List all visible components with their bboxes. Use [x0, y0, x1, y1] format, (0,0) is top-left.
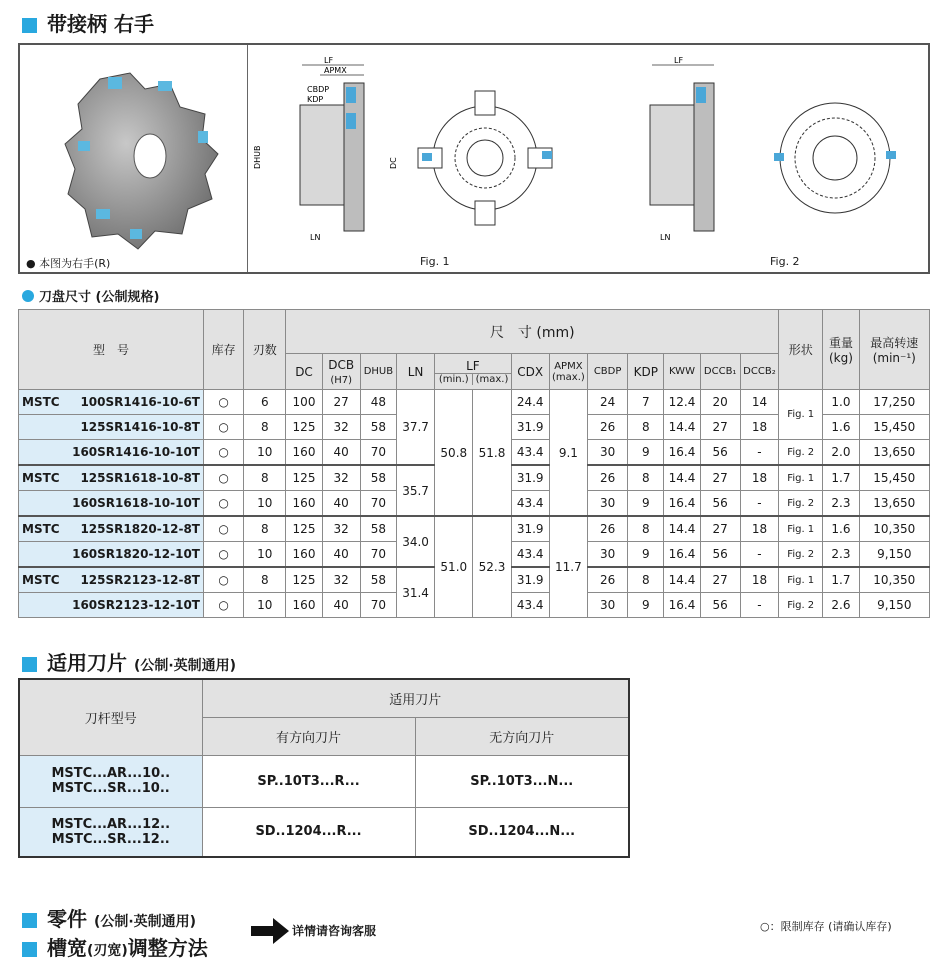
table-cell: 14.4 [664, 415, 700, 440]
section-title-inserts: 适用刀片 (公制·英制通用) [22, 647, 236, 676]
table-cell: 8 [628, 415, 664, 440]
table-cell: 27 [322, 390, 360, 415]
table-cell: 9 [628, 491, 664, 517]
col-dccb1: DCCB₁ [700, 354, 740, 390]
col-speed: 最高转速 (min⁻¹) [859, 310, 929, 390]
table-cell: 10 [244, 440, 286, 466]
col-dccb2: DCCB₂ [740, 354, 778, 390]
table-cell: 8 [628, 465, 664, 491]
table-cell: 40 [322, 593, 360, 618]
table-cell: 32 [322, 415, 360, 440]
model-cell: MSTC 100SR1416-10-6T [19, 390, 204, 415]
shape-cell: Fig. 1 [779, 516, 823, 542]
stock-cell: ○ [203, 465, 243, 491]
insert-cell: SP..10T3...R... [202, 755, 415, 807]
table-cell: 27 [700, 516, 740, 542]
table-cell: 9,150 [859, 542, 929, 568]
table-cell: 16.4 [664, 491, 700, 517]
ln-cell: 34.0 [396, 516, 434, 567]
arrow-right-icon [251, 918, 289, 944]
lf-max-cell: 52.3 [473, 516, 511, 618]
holder-cell: MSTC...AR...12.. MSTC...SR...12.. [19, 807, 202, 857]
svg-text:CBDP: CBDP [307, 85, 330, 94]
table-cell: 2.3 [823, 491, 859, 517]
table-cell: 70 [360, 593, 396, 618]
table-cell: 9 [628, 542, 664, 568]
table-cell: 30 [588, 491, 628, 517]
svg-text:LN: LN [310, 233, 321, 242]
figure-divider [247, 45, 248, 272]
table-cell: 24 [588, 390, 628, 415]
table-cell: 24.4 [511, 390, 549, 415]
svg-text:APMX: APMX [324, 66, 347, 75]
table-cell: 10 [244, 491, 286, 517]
table-cell: 10,350 [859, 516, 929, 542]
stock-cell: ○ [203, 516, 243, 542]
shape-cell: Fig. 1 [779, 567, 823, 593]
stock-cell: ○ [203, 440, 243, 466]
model-cell: 160SR2123-12-10T [19, 593, 204, 618]
table-cell: 10,350 [859, 567, 929, 593]
table-cell: 18 [740, 567, 778, 593]
table-cell: 100 [286, 390, 322, 415]
col-kdp: KDP [628, 354, 664, 390]
table-cell: 1.6 [823, 516, 859, 542]
table-cell: 31.9 [511, 465, 549, 491]
fig2-side-view [602, 55, 762, 245]
table-cell: 32 [322, 465, 360, 491]
section-title-adjust: 槽宽(刃宽)调整方法 [22, 932, 208, 961]
table-cell: 26 [588, 516, 628, 542]
table-cell: 70 [360, 440, 396, 466]
shape-cell: Fig. 1 [779, 465, 823, 491]
figure-panel [18, 43, 930, 274]
table-cell: 30 [588, 440, 628, 466]
table-cell: 15,450 [859, 415, 929, 440]
square-bullet-icon [22, 913, 37, 928]
table-cell: 56 [700, 491, 740, 517]
col-model: 型 号 [19, 310, 204, 390]
lf-max-cell: 51.8 [473, 390, 511, 517]
table-cell: 27 [700, 567, 740, 593]
table-cell: 58 [360, 415, 396, 440]
col-lf: LF (min.) (max.) [435, 354, 511, 390]
table-cell: 125 [286, 415, 322, 440]
table-cell: 10 [244, 542, 286, 568]
svg-text:DHUB: DHUB [253, 145, 262, 169]
table-cell: 18 [740, 465, 778, 491]
insert-cell: SD..1204...R... [202, 807, 415, 857]
table-cell: 18 [740, 516, 778, 542]
model-cell: MSTC 125SR1820-12-8T [19, 516, 204, 542]
square-bullet-icon [22, 942, 37, 957]
svg-text:LF: LF [324, 56, 334, 65]
table-cell: 9,150 [859, 593, 929, 618]
table-cell: 40 [322, 491, 360, 517]
table-cell: 17,250 [859, 390, 929, 415]
apmx-cell: 11.7 [549, 516, 587, 618]
apmx-cell: 9.1 [549, 390, 587, 517]
model-cell: 160SR1416-10-10T [19, 440, 204, 466]
shape-cell: Fig. 2 [779, 440, 823, 466]
table-cell: 2.3 [823, 542, 859, 568]
col-shape: 形状 [779, 310, 823, 390]
table-cell: 31.9 [511, 567, 549, 593]
table-cell: 160 [286, 491, 322, 517]
col-holder: 刀杆型号 [19, 679, 202, 755]
table-cell: 70 [360, 491, 396, 517]
table-cell: 16.4 [664, 440, 700, 466]
shape-cell: Fig. 2 [779, 491, 823, 517]
table-cell: 56 [700, 593, 740, 618]
ln-cell: 37.7 [396, 390, 434, 466]
table-cell: 58 [360, 465, 396, 491]
table-cell: 30 [588, 542, 628, 568]
table-cell: 26 [588, 465, 628, 491]
insert-cell: SD..1204...N... [415, 807, 629, 857]
table-cell: 40 [322, 542, 360, 568]
table-cell: 12.4 [664, 390, 700, 415]
table-cell: 125 [286, 567, 322, 593]
table-cell: 125 [286, 516, 322, 542]
col-cbdp: CBDP [588, 354, 628, 390]
col-teeth: 刃数 [244, 310, 286, 390]
section-title-parts: 零件 (公制·英制通用) [22, 903, 196, 932]
model-cell: MSTC 125SR1618-10-8T [19, 465, 204, 491]
table-cell: 27 [700, 465, 740, 491]
table-cell: 26 [588, 415, 628, 440]
table-cell: - [740, 440, 778, 466]
table-cell: 1.0 [823, 390, 859, 415]
lf-min-cell: 51.0 [435, 516, 473, 618]
table-cell: 43.4 [511, 542, 549, 568]
col-ln: LN [396, 354, 434, 390]
stock-cell: ○ [203, 542, 243, 568]
table-cell: 8 [244, 465, 286, 491]
stock-cell: ○ [203, 390, 243, 415]
svg-text:LF: LF [674, 56, 684, 65]
table-cell: 16.4 [664, 593, 700, 618]
page-title: 带接柄 右手 [22, 8, 154, 37]
col-weight: 重量 (kg) [823, 310, 859, 390]
model-cell: 125SR1416-10-8T [19, 415, 204, 440]
model-cell: 160SR1820-12-10T [19, 542, 204, 568]
stock-cell: ○ [203, 415, 243, 440]
svg-text:DC: DC [389, 157, 398, 169]
holder-cell: MSTC...AR...10.. MSTC...SR...10.. [19, 755, 202, 807]
col-dims: 尺 寸 (mm) [286, 310, 779, 354]
fig2-caption: Fig. 2 [770, 255, 800, 268]
model-cell: MSTC 125SR2123-12-8T [19, 567, 204, 593]
stock-cell: ○ [203, 491, 243, 517]
table-cell: 30 [588, 593, 628, 618]
shape-cell: Fig. 2 [779, 593, 823, 618]
table-cell: 10 [244, 593, 286, 618]
table-cell: 2.6 [823, 593, 859, 618]
table-cell: 160 [286, 542, 322, 568]
model-cell: 160SR1618-10-10T [19, 491, 204, 517]
ln-cell: 35.7 [396, 465, 434, 516]
table-cell: 8 [628, 567, 664, 593]
table-row [19, 516, 930, 542]
col-nondirectional: 无方向刀片 [415, 717, 629, 755]
table-cell: 27 [700, 415, 740, 440]
table-cell: 1.7 [823, 465, 859, 491]
figure-note: ● 本图为右手(R) [26, 257, 111, 270]
table-cell: 14 [740, 390, 778, 415]
square-bullet-icon [22, 18, 37, 33]
table-cell: 8 [628, 516, 664, 542]
table-cell: 9 [628, 440, 664, 466]
col-dc: DC [286, 354, 322, 390]
table-cell: 8 [244, 415, 286, 440]
table-cell: 18 [740, 415, 778, 440]
table-cell: 43.4 [511, 593, 549, 618]
table-cell: 56 [700, 542, 740, 568]
table-cell: - [740, 542, 778, 568]
table-cell: 56 [700, 440, 740, 466]
table-cell: 31.9 [511, 415, 549, 440]
insert-table [18, 678, 630, 858]
square-bullet-icon [22, 657, 37, 672]
table-cell: 26 [588, 567, 628, 593]
table-row [19, 390, 930, 415]
contact-note: 详情请咨询客服 [292, 924, 377, 938]
col-dhub: DHUB [360, 354, 396, 390]
table-cell: 15,450 [859, 465, 929, 491]
table-cell: 32 [322, 567, 360, 593]
table-cell: 2.0 [823, 440, 859, 466]
table-cell: 32 [322, 516, 360, 542]
table-cell: 58 [360, 567, 396, 593]
col-cdx: CDX [511, 354, 549, 390]
table-cell: 14.4 [664, 516, 700, 542]
table-cell: 70 [360, 542, 396, 568]
table-cell: 13,650 [859, 491, 929, 517]
table-cell: 6 [244, 390, 286, 415]
lf-min-cell: 50.8 [435, 390, 473, 517]
shape-cell: Fig. 1 [779, 390, 823, 440]
table-cell: 14.4 [664, 465, 700, 491]
table-cell: 40 [322, 440, 360, 466]
table-cell: 43.4 [511, 440, 549, 466]
circle-bullet-icon [22, 290, 34, 302]
dimension-table [18, 309, 930, 618]
table-cell: 16.4 [664, 542, 700, 568]
table-cell: 125 [286, 465, 322, 491]
table-cell: 20 [700, 390, 740, 415]
col-apmx: APMX (max.) [549, 354, 587, 390]
table-cell: - [740, 491, 778, 517]
table-cell: - [740, 593, 778, 618]
table-cell: 160 [286, 440, 322, 466]
section-subtitle: 刀盘尺寸 (公制规格) [22, 286, 159, 305]
table-cell: 160 [286, 593, 322, 618]
stock-cell: ○ [203, 567, 243, 593]
table-cell: 8 [244, 567, 286, 593]
col-stock: 库存 [203, 310, 243, 390]
table-cell: 31.9 [511, 516, 549, 542]
table-cell: 7 [628, 390, 664, 415]
table-cell: 43.4 [511, 491, 549, 517]
shape-cell: Fig. 2 [779, 542, 823, 568]
table-cell: 9 [628, 593, 664, 618]
fig1-caption: Fig. 1 [420, 255, 450, 268]
stock-cell: ○ [203, 593, 243, 618]
table-cell: 14.4 [664, 567, 700, 593]
col-applicable-insert: 适用刀片 [202, 679, 629, 717]
svg-text:LN: LN [660, 233, 671, 242]
ln-cell: 31.4 [396, 567, 434, 618]
insert-cell: SP..10T3...N... [415, 755, 629, 807]
table-cell: 8 [244, 516, 286, 542]
table-cell: 48 [360, 390, 396, 415]
fig1-front-view [410, 83, 560, 233]
table-cell: 58 [360, 516, 396, 542]
col-kww: KWW [664, 354, 700, 390]
table-cell: 1.6 [823, 415, 859, 440]
col-directional: 有方向刀片 [202, 717, 415, 755]
fig2-front-view [760, 83, 910, 233]
stock-footnote: ○：限制库存 (请确认库存) [760, 920, 892, 933]
col-dcb: DCB (H7) [322, 354, 360, 390]
fig1-side-view [252, 55, 412, 245]
svg-text:KDP: KDP [307, 95, 324, 104]
cutter-photo [60, 59, 230, 259]
table-cell: 13,650 [859, 440, 929, 466]
table-cell: 1.7 [823, 567, 859, 593]
